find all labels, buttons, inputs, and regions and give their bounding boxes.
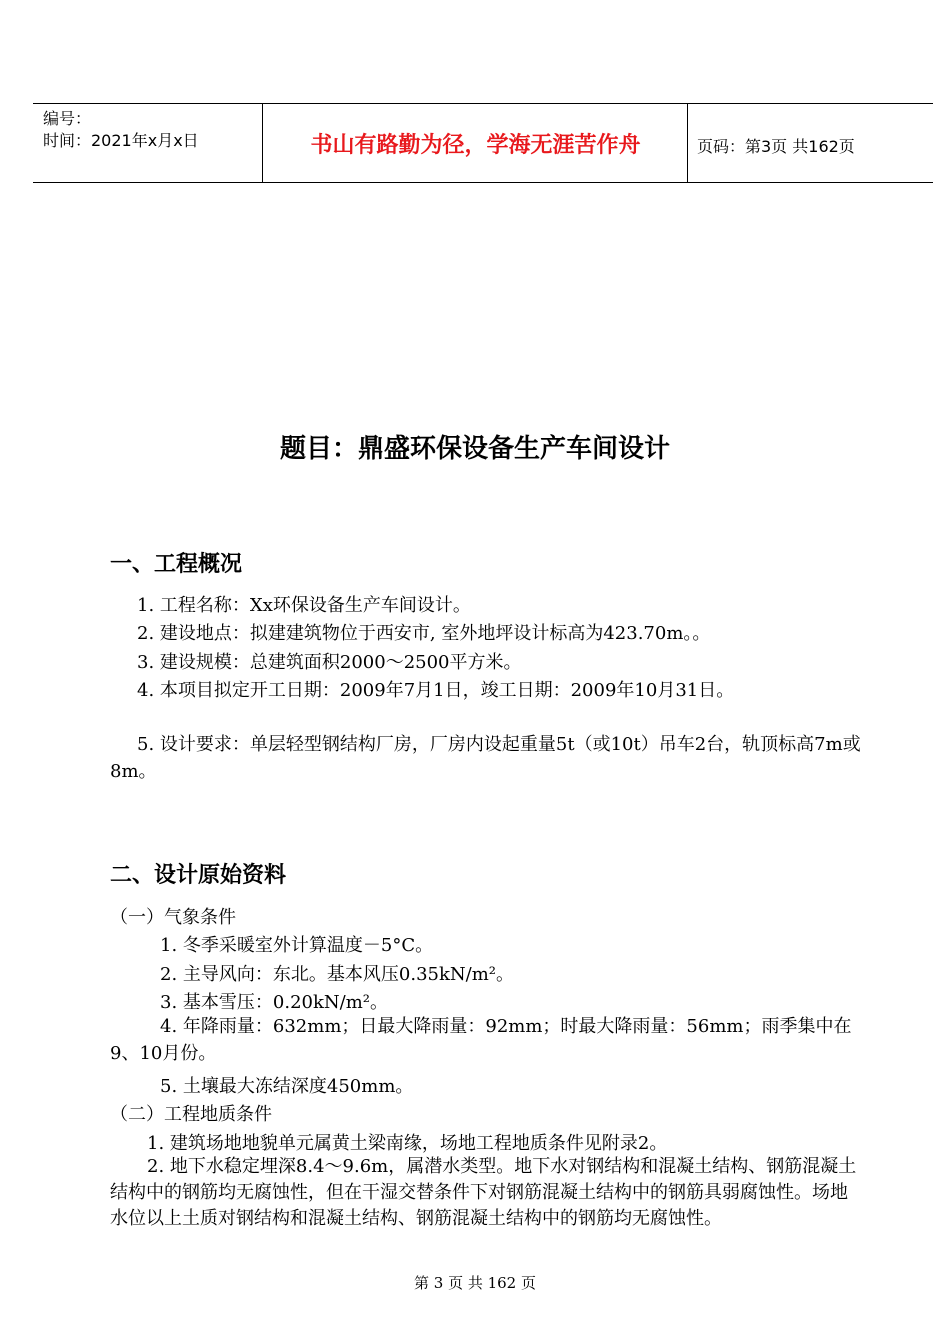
rainfall-paragraph: 4. 年降雨量：632mm；日最大降雨量：92mm；时最大降雨量：56mm；雨季集中在9、10月份。 <box>110 1016 852 1064</box>
header-divider-right <box>687 104 688 182</box>
list-item: 1. 工程名称：Xx环保设备生产车间设计。 <box>137 595 471 616</box>
doc-number-label: 编号： <box>43 109 92 128</box>
list-item: 1. 建筑场地地貌单元属黄土梁南缘，场地工程地质条件见附录2。 <box>147 1133 668 1154</box>
section1-heading: 一、工程概况 <box>110 552 243 577</box>
list-item: 2. 主导风向：东北。基本风压0.35kN/m²。 <box>160 964 514 985</box>
list-item: 1. 冬季采暖室外计算温度－5°C。 <box>160 935 434 956</box>
list-item: 4. 本项目拟定开工日期：2009年7月1日，竣工日期：2009年10月31日。 <box>137 680 735 701</box>
design-requirements: 5. 设计要求：单层轻型钢结构厂房，厂房内设起重量5t（或10t）吊车2台，轨顶标高7m或8m。 <box>110 734 861 782</box>
list-item: 3. 基本雪压：0.20kN/m²。 <box>160 992 388 1013</box>
header-motto: 书山有路勤为径，学海无涯苦作舟 <box>310 132 641 158</box>
groundwater-paragraph: 2. 地下水稳定埋深8.4～9.6m，属潜水类型。地下水对钢结构和混凝土结构、钢筋混凝土结构中的钢筋均无腐蚀性，但在干湿交替条件下对钢筋混凝土结构中的钢筋具弱腐蚀性。场地水位以上土质对钢结构和混凝土结构、钢筋混凝土结构中的钢筋均无腐蚀性。 <box>110 1156 857 1229</box>
header-meta <box>43 108 199 152</box>
list-item: 3. 建设规模：总建筑面积2000～2500平方米。 <box>137 652 522 673</box>
subsection-heading: （一）气象条件 <box>110 907 236 928</box>
list-item: 2. 建设地点：拟建建筑物位于西安市, 室外地坪设计标高为423.70m。。 <box>137 623 711 644</box>
doc-date-label: 时间：2021年x月x日 <box>43 131 199 150</box>
page-footer: 第 3 页 共 162 页 <box>413 1274 536 1292</box>
list-item: 5. 土壤最大冻结深度450mm。 <box>160 1076 414 1097</box>
header-page-label: 页码：第3页 共162页 <box>697 137 855 156</box>
section2-heading: 二、设计原始资料 <box>110 863 287 888</box>
page-header <box>33 103 933 183</box>
subsection-heading: （二）工程地质条件 <box>110 1104 272 1125</box>
doc-title: 题目：鼎盛环保设备生产车间设计 <box>279 434 670 464</box>
